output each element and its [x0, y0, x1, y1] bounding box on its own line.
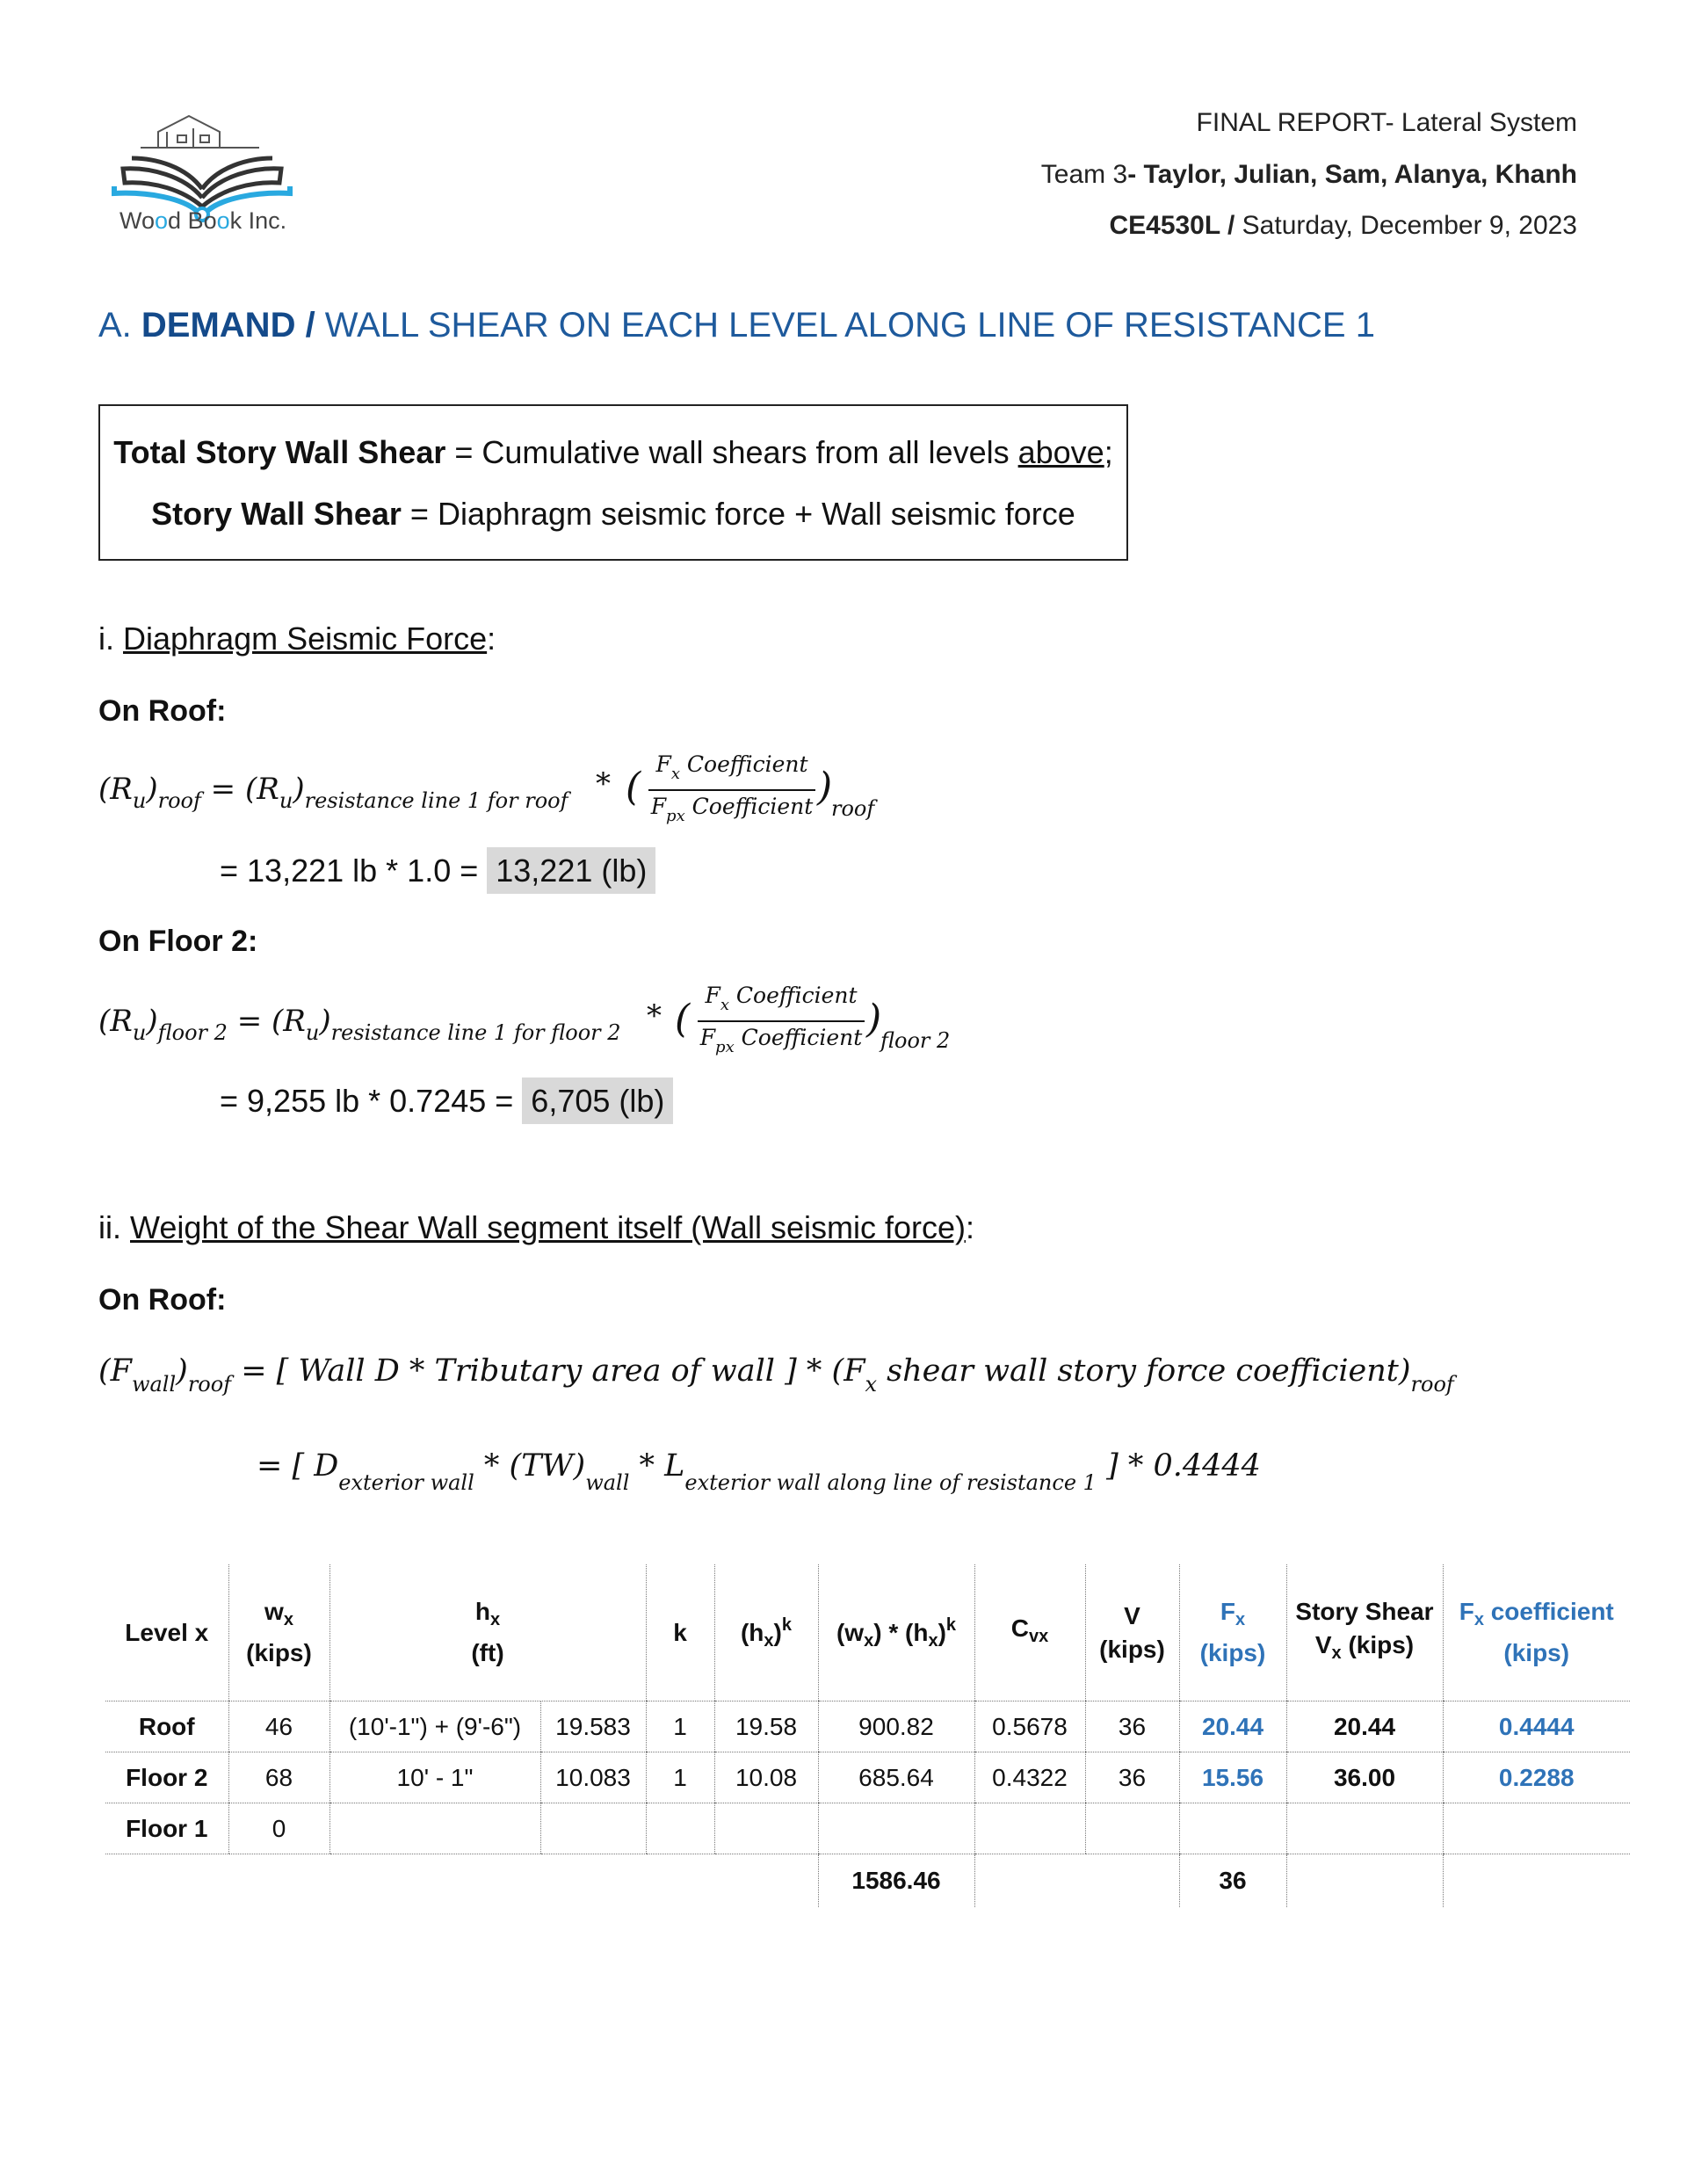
- cell-fx-coefficient: 0.2288: [1443, 1752, 1630, 1803]
- floor2-eq-lhs: $(R_u)_{floor 2} = (R_u)_{resistance line 1 for floor 2}$: [98, 1004, 621, 1045]
- cell-level: Floor 2: [105, 1752, 228, 1803]
- cell-level: Roof: [105, 1701, 228, 1752]
- table-total-row: [105, 1854, 1630, 1908]
- roof-eq-open-paren: (: [626, 765, 641, 809]
- cell-vx: 36.00: [1286, 1752, 1443, 1803]
- header-story-shear: Story Shear $V_x$ (kips): [1286, 1564, 1443, 1701]
- definition-box: [98, 404, 1128, 561]
- table-header-row: [105, 1564, 1630, 1701]
- part-i-floor2-heading: On Floor 2:: [98, 925, 258, 958]
- floor2-eq-close-sub: floor 2: [880, 1028, 951, 1053]
- story-force-table: [105, 1564, 1630, 1907]
- cell-hxk: 19.58: [714, 1701, 818, 1752]
- header-wx: $w_x$ (kips): [228, 1564, 329, 1701]
- cell-fx-coefficient: [1443, 1803, 1630, 1854]
- cell-k: [646, 1803, 714, 1854]
- cell-fx: 15.56: [1179, 1752, 1286, 1803]
- report-title: FINAL REPORT- Lateral System: [1196, 108, 1577, 137]
- header-v: V (kips): [1085, 1564, 1179, 1701]
- roof-eq-close-paren: ): [817, 765, 833, 809]
- floor2-eq-times: *: [647, 998, 662, 1034]
- header-hx: $h_x$ (ft): [329, 1564, 646, 1701]
- cell-wxhxk: 900.82: [818, 1701, 974, 1752]
- total-spacer-vx: [1286, 1854, 1443, 1908]
- definition-story-shear: Story Wall Shear = Diaphragm seismic force + Wall seismic force: [151, 496, 1075, 532]
- cell-v: [1085, 1803, 1179, 1854]
- wall-force-equation: $(F_{wall})_{roof}$ = [ Wall D * Tributary area of wall ] * ($F_x$ shear wall story force $coefficient)_{roof}$: [98, 1353, 1454, 1397]
- floor2-diaphragm-calc: = 9,255 lb * 0.7245 = 6,705 (lb): [220, 1083, 673, 1120]
- cell-wxhxk: [818, 1803, 974, 1854]
- cell-hxk: [714, 1803, 818, 1854]
- header-fx-coefficient: $F_x$ coefficient (kips): [1443, 1564, 1630, 1701]
- header-hxk: $(h_x)^k$: [714, 1564, 818, 1701]
- cell-vx: 20.44: [1286, 1701, 1443, 1752]
- cell-wx: 0: [228, 1803, 329, 1854]
- cell-cvx: [974, 1803, 1085, 1854]
- course-date-line: CE4530L / Saturday, December 9, 2023: [1109, 211, 1577, 240]
- floor2-diaphragm-result: 6,705 (lb): [522, 1077, 673, 1124]
- floor2-eq-open-paren: (: [675, 997, 691, 1041]
- cell-wx: 46: [228, 1701, 329, 1752]
- cell-v: 36: [1085, 1701, 1179, 1752]
- roof-diaphragm-calc: = 13,221 lb * 1.0 = 13,221 (lb): [220, 853, 655, 889]
- header-wxhxk: $(w_x) * (h_x)^k$: [818, 1564, 974, 1701]
- floor2-eq-numerator: $F_x$ Coefficient: [705, 983, 858, 1014]
- total-spacer-fxc: [1443, 1854, 1630, 1908]
- roof-eq-denominator: $F_{px}$ Coefficient: [650, 794, 814, 825]
- wall-force-expansion: = [ $D_{exterior wall} * (TW)_{wall} * L_{exterior wall along line of resistance 1}$ ] * 0.4444: [257, 1448, 1261, 1495]
- total-wxhxk: 1586.46: [818, 1854, 974, 1908]
- logo-text: Wood Book Inc.: [119, 207, 287, 234]
- definition-total-story-shear: Total Story Wall Shear = Cumulative wall shears from all levels above;: [113, 434, 1113, 470]
- cell-vx: [1286, 1803, 1443, 1854]
- roof-eq-numerator: $F_x$ Coefficient: [655, 751, 808, 783]
- table-row: [105, 1803, 1630, 1854]
- roof-eq-close-sub: roof: [831, 796, 875, 821]
- cell-fx-coefficient: 0.4444: [1443, 1701, 1630, 1752]
- part-i-label: i. Diaphragm Seismic Force:: [98, 620, 496, 657]
- cell-fx: 20.44: [1179, 1701, 1286, 1752]
- total-spacer: [105, 1854, 818, 1908]
- part-ii-label: ii. Weight of the Shear Wall segment itself (Wall seismic force):: [98, 1209, 974, 1245]
- header-level: Level x: [105, 1564, 228, 1701]
- roof-diaphragm-result: 13,221 (lb): [487, 847, 655, 894]
- roof-eq-fraction-bar: [648, 789, 815, 791]
- roof-eq-lhs: $(R_u)_{roof} = (R_u)_{resistance line 1 for roof}$: [98, 772, 568, 813]
- cell-wxhxk: 685.64: [818, 1752, 974, 1803]
- cell-hx-value: 19.583: [540, 1701, 646, 1752]
- table-row: [105, 1752, 1630, 1803]
- cell-hx-text: (10'-1") + (9'-6"): [329, 1701, 540, 1752]
- total-spacer-mid: [974, 1854, 1179, 1908]
- cell-v: 36: [1085, 1752, 1179, 1803]
- cell-hx-text: 10' - 1": [329, 1752, 540, 1803]
- total-fx: 36: [1179, 1854, 1286, 1908]
- header-fx: $F_x$ (kips): [1179, 1564, 1286, 1701]
- cell-fx: [1179, 1803, 1286, 1854]
- cell-wx: 68: [228, 1752, 329, 1803]
- header-k: k: [646, 1564, 714, 1701]
- cell-cvx: 0.4322: [974, 1752, 1085, 1803]
- cell-hx-value: [540, 1803, 646, 1854]
- part-ii-roof-heading: On Roof:: [98, 1283, 227, 1317]
- cell-k: 1: [646, 1701, 714, 1752]
- floor2-eq-denominator: $F_{px}$ Coefficient: [699, 1025, 863, 1056]
- cell-hx-value: 10.083: [540, 1752, 646, 1803]
- cell-k: 1: [646, 1752, 714, 1803]
- roof-eq-times: *: [596, 766, 611, 802]
- header-cvx: $C_{vx}$: [974, 1564, 1085, 1701]
- section-title: A. DEMAND / WALL SHEAR ON EACH LEVEL ALONG LINE OF RESISTANCE 1: [98, 306, 1375, 345]
- floor2-eq-fraction-bar: [698, 1020, 865, 1022]
- cell-hxk: 10.08: [714, 1752, 818, 1803]
- cell-cvx: 0.5678: [974, 1701, 1085, 1752]
- floor2-eq-close-paren: ): [866, 997, 882, 1041]
- part-i-roof-heading: On Roof:: [98, 694, 227, 728]
- team-line: Team 3- Taylor, Julian, Sam, Alanya, Khanh: [1040, 160, 1577, 189]
- table-row: [105, 1701, 1630, 1752]
- cell-hx-text: [329, 1803, 540, 1854]
- cell-level: Floor 1: [105, 1803, 228, 1854]
